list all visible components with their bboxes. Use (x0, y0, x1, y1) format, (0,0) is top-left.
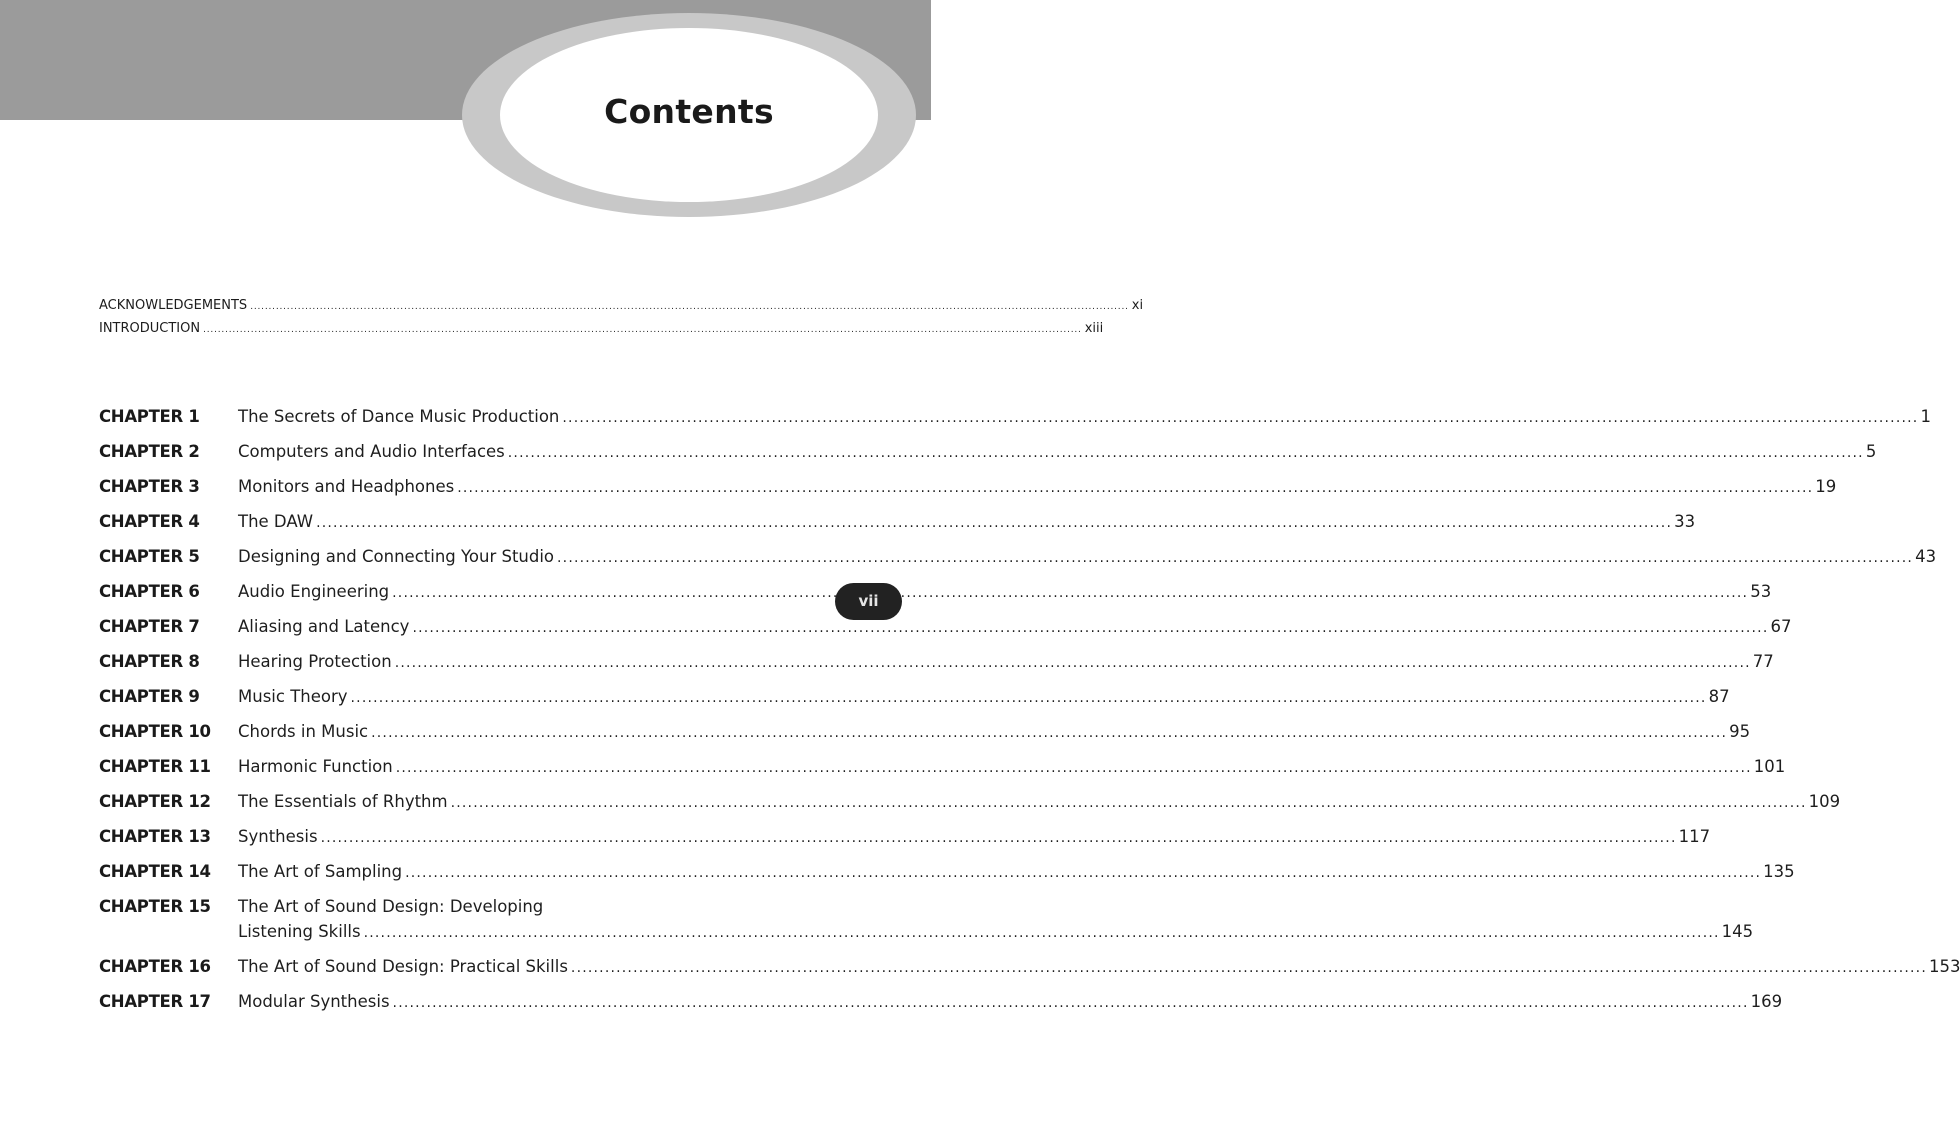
dot-leader (451, 791, 1807, 816)
chapter-page: 169 (1750, 992, 1783, 1011)
page-number-tab: vii (835, 583, 902, 620)
chapter-page: 87 (1708, 687, 1730, 706)
chapter-title: Computers and Audio Interfaces (238, 442, 505, 461)
chapter-page: 19 (1815, 477, 1837, 496)
chapter-title: The Essentials of Rhythm (238, 792, 448, 811)
toc-entry-acknowledgements[interactable] (99, 294, 1144, 317)
chapter-label: CHAPTER 10 (99, 722, 211, 741)
dot-leader (405, 861, 1761, 886)
chapter-label: CHAPTER 17 (99, 992, 211, 1011)
dot-leader (203, 319, 1082, 342)
chapter-title: Modular Synthesis (238, 992, 390, 1011)
chapter-page: 135 (1763, 862, 1795, 881)
chapter-title: The Art of Sampling (238, 862, 403, 881)
chapter-title: Aliasing and Latency (238, 617, 410, 636)
dot-leader (557, 546, 1913, 571)
front-matter-list (99, 294, 1144, 340)
page-title: Contents (604, 92, 774, 131)
toc-entry-page: xi (1131, 298, 1144, 313)
dot-leader (364, 921, 1720, 946)
chapter-title: Chords in Music (238, 722, 369, 741)
toc-entry-page: xiii (1084, 321, 1104, 336)
dot-leader (392, 581, 1748, 606)
chapter-label: CHAPTER 14 (99, 862, 211, 881)
dot-leader (571, 956, 1927, 981)
toc-entry-introduction[interactable] (99, 317, 1104, 340)
chapter-label: CHAPTER 9 (99, 687, 200, 706)
chapter-page: 5 (1865, 442, 1877, 461)
chapter-title: Audio Engineering (238, 582, 390, 601)
dot-leader (371, 721, 1727, 746)
chapter-label: CHAPTER 8 (99, 652, 200, 671)
toc-chapter-3[interactable] (99, 474, 1837, 509)
chapter-label: CHAPTER 13 (99, 827, 211, 846)
toc-chapter-15[interactable] (99, 894, 1754, 954)
dot-leader (321, 826, 1677, 851)
toc-chapter-13[interactable] (99, 824, 1711, 859)
toc-chapter-7[interactable] (99, 614, 1792, 649)
dot-leader (396, 756, 1752, 781)
chapter-label: CHAPTER 16 (99, 957, 211, 976)
chapter-title-continued: Listening Skills (238, 922, 361, 941)
chapter-page: 1 (1920, 407, 1931, 426)
chapter-label: CHAPTER 5 (99, 547, 200, 566)
toc-chapter-1[interactable] (99, 404, 1931, 439)
chapter-page: 145 (1721, 922, 1754, 941)
dot-leader (508, 441, 1864, 466)
chapter-label: CHAPTER 1 (99, 407, 200, 426)
chapter-title: Hearing Protection (238, 652, 392, 671)
toc-chapter-9[interactable] (99, 684, 1730, 719)
chapter-page: 117 (1678, 827, 1711, 846)
chapter-page: 43 (1915, 547, 1937, 566)
chapter-label: CHAPTER 7 (99, 617, 200, 636)
toc-chapter-17[interactable] (99, 989, 1783, 1024)
chapter-label: CHAPTER 12 (99, 792, 211, 811)
chapter-title: Monitors and Headphones (238, 477, 455, 496)
chapter-label: CHAPTER 15 (99, 897, 211, 916)
chapter-page: 109 (1808, 792, 1841, 811)
chapter-page: 153 (1928, 957, 1960, 976)
chapter-label: CHAPTER 3 (99, 477, 200, 496)
toc-chapter-4[interactable] (99, 509, 1696, 544)
chapter-page: 95 (1729, 722, 1751, 741)
toc-chapter-12[interactable] (99, 789, 1841, 824)
dot-leader (393, 991, 1749, 1016)
dot-leader (250, 296, 1129, 319)
chapter-label: CHAPTER 4 (99, 512, 200, 531)
dot-leader (395, 651, 1751, 676)
toc-chapter-10[interactable] (99, 719, 1751, 754)
dot-leader (457, 476, 1813, 501)
chapter-page: 67 (1770, 617, 1792, 636)
chapter-title: Music Theory (238, 687, 348, 706)
chapter-page: 53 (1750, 582, 1772, 601)
dot-leader (316, 511, 1672, 536)
chapter-page: 77 (1752, 652, 1774, 671)
chapter-title: Designing and Connecting Your Studio (238, 547, 555, 566)
chapter-title: The Secrets of Dance Music Production (238, 407, 560, 426)
chapter-title: Synthesis (238, 827, 318, 846)
toc-entry-label: ACKNOWLEDGEMENTS (99, 298, 248, 313)
toc-chapter-16[interactable] (99, 954, 1960, 989)
toc-chapter-5[interactable] (99, 544, 1937, 579)
chapter-label: CHAPTER 2 (99, 442, 200, 461)
toc-chapter-11[interactable] (99, 754, 1786, 789)
chapter-title: The DAW (238, 512, 314, 531)
chapter-title: The Art of Sound Design: Developing (238, 897, 544, 916)
toc-chapter-2[interactable] (99, 439, 1877, 474)
chapter-title: The Art of Sound Design: Practical Skills (238, 957, 568, 976)
chapter-label: CHAPTER 11 (99, 757, 211, 776)
toc-chapter-14[interactable] (99, 859, 1795, 894)
toc-chapter-8[interactable] (99, 649, 1774, 684)
chapter-page: 101 (1753, 757, 1786, 776)
dot-leader (412, 616, 1768, 641)
toc-entry-label: INTRODUCTION (99, 321, 201, 336)
dot-leader (562, 406, 1918, 431)
chapter-page: 33 (1674, 512, 1696, 531)
chapter-title: Harmonic Function (238, 757, 393, 776)
chapter-label: CHAPTER 6 (99, 582, 200, 601)
dot-leader (351, 686, 1707, 711)
